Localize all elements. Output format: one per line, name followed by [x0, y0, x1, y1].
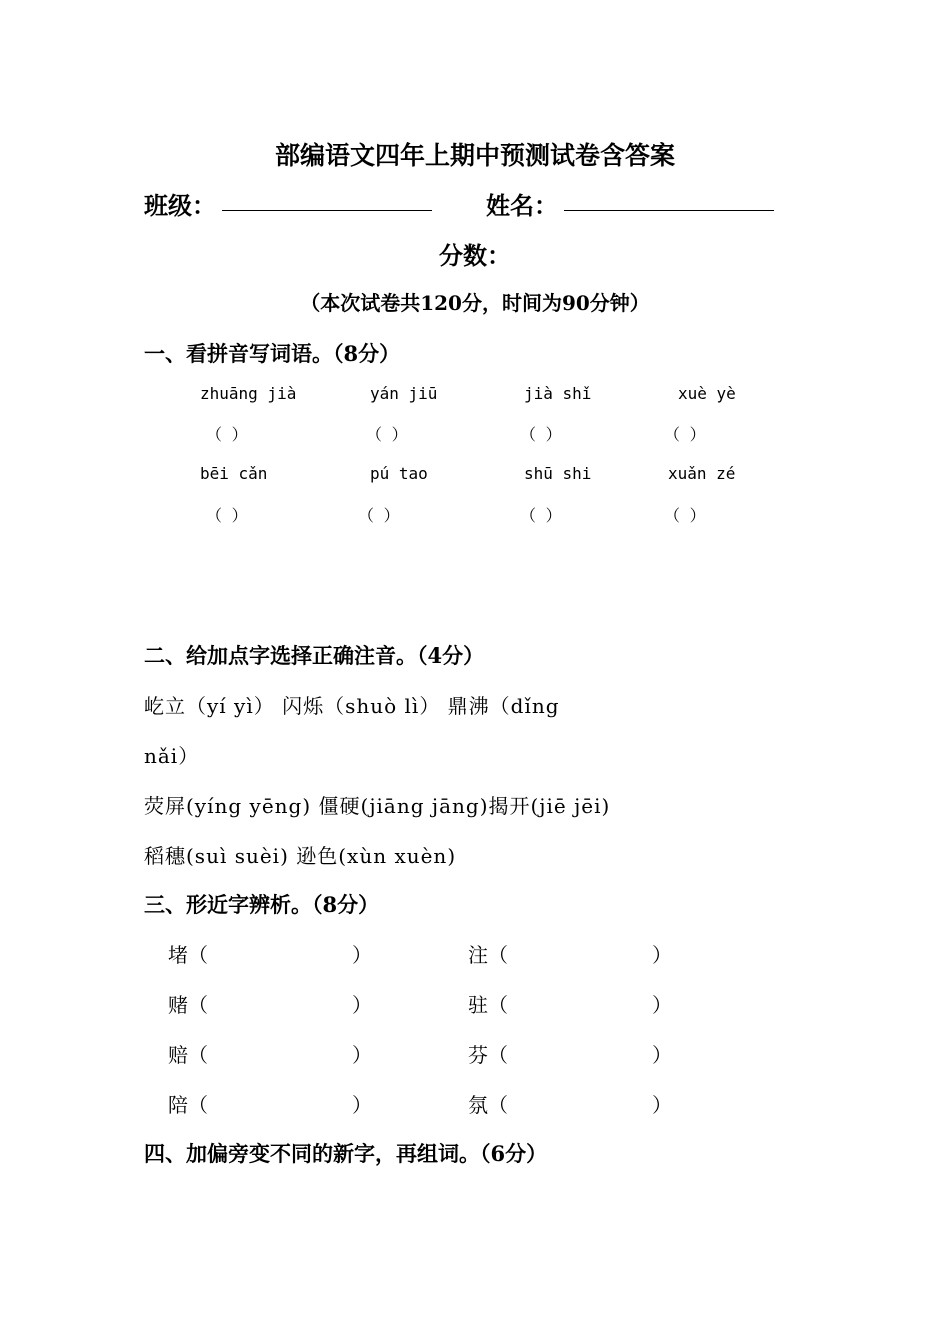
answer-blank[interactable]: （ ） — [366, 425, 408, 444]
char-blank-close: ） — [652, 1043, 672, 1067]
pinyin-item: yán jiū — [370, 384, 438, 403]
char-item: 赔（ — [168, 1043, 208, 1067]
answer-blank[interactable]: （ ） — [664, 506, 706, 525]
char-item: 陪（ — [168, 1093, 208, 1117]
name-blank[interactable] — [564, 210, 774, 211]
question-line: nǎi） — [144, 744, 200, 768]
pinyin-item: pú tao — [370, 464, 428, 483]
answer-blank[interactable]: （ ） — [520, 506, 562, 525]
char-item: 注（ — [468, 943, 508, 967]
char-item: 驻（ — [468, 993, 508, 1017]
answer-blank[interactable]: （ ） — [520, 425, 562, 444]
pinyin-item: jià shǐ — [524, 384, 592, 403]
answer-blank[interactable]: （ ） — [358, 506, 400, 525]
char-blank-close: ） — [352, 1043, 372, 1067]
question-line: 屹立（yí yì） 闪烁（shuò lì） 鼎沸（dǐng — [144, 694, 560, 718]
char-blank-close: ） — [352, 943, 372, 967]
pinyin-item: zhuāng jià — [200, 384, 297, 403]
char-blank-close: ） — [352, 993, 372, 1017]
char-item: 堵（ — [168, 943, 208, 967]
pinyin-item: shū shi — [524, 464, 592, 483]
exam-note: （本次试卷共120分，时间为90分钟） — [300, 291, 650, 315]
class-blank[interactable] — [222, 210, 432, 211]
char-blank-close: ） — [652, 1093, 672, 1117]
char-blank-close: ） — [652, 993, 672, 1017]
char-item: 氛（ — [468, 1093, 508, 1117]
section2-heading: 二、给加点字选择正确注音。（4分） — [144, 643, 485, 668]
section3-heading: 三、形近字辨析。（8分） — [144, 892, 380, 917]
score-label: 分数： — [439, 241, 511, 270]
char-item: 赌（ — [168, 993, 208, 1017]
page-title: 部编语文四年上期中预测试卷含答案 — [274, 141, 675, 170]
answer-blank[interactable]: （ ） — [206, 506, 248, 525]
section4-heading: 四、加偏旁变不同的新字，再组词。（6分） — [144, 1141, 548, 1166]
char-blank-close: ） — [652, 943, 672, 967]
answer-blank[interactable]: （ ） — [664, 425, 706, 444]
pinyin-item: xuè yè — [678, 384, 736, 403]
question-line: 荧屏(yíng yēng) 僵硬(jiāng jāng)揭开(jiē jēi) — [144, 794, 611, 818]
class-label: 班级： — [144, 191, 216, 220]
answer-blank[interactable]: （ ） — [206, 425, 248, 444]
char-item: 芬（ — [468, 1043, 508, 1067]
pinyin-item: xuǎn zé — [668, 464, 736, 483]
name-label: 姓名： — [486, 191, 558, 220]
section1-heading: 一、看拼音写词语。（8分） — [144, 341, 401, 366]
char-blank-close: ） — [352, 1093, 372, 1117]
question-line: 稻穗(suì suèi) 逊色(xùn xuèn) — [144, 844, 457, 868]
pinyin-item: bēi cǎn — [200, 464, 268, 483]
